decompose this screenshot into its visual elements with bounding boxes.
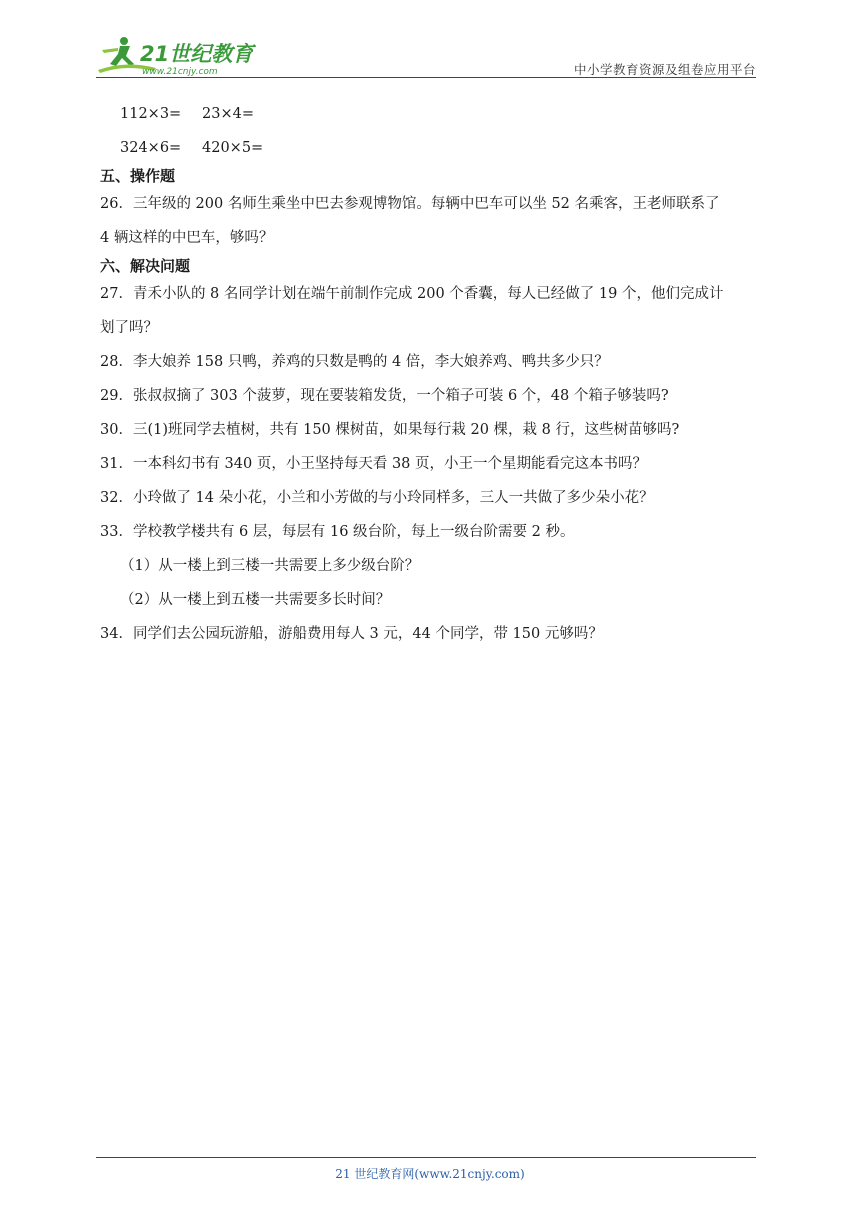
calc-row-1 — [120, 104, 254, 124]
calc-row-2 — [120, 138, 263, 158]
logo-text: 21世纪教育 — [140, 42, 254, 66]
question-33-part-2: （2）从一楼上到五楼一共需要多长时间？ — [120, 592, 391, 608]
section-title: 五、操作题 — [100, 167, 176, 185]
header-divider — [96, 77, 756, 78]
question-30: 30．三(1)班同学去植树，共有 150 棵树苗，如果每行栽 20 棵，栽 8 行，这些树苗够吗? — [100, 422, 680, 438]
question-29: 29．张叔叔摘了 303 个菠萝，现在要装箱发货，一个箱子可装 6 个，48 个箱子够装吗? — [100, 388, 669, 404]
question-26-line-2: 4 辆这样的中巴车，够吗？ — [100, 230, 274, 246]
question-33-part-1: （1）从一楼上到三楼一共需要上多少级台阶？ — [120, 558, 420, 574]
question-27-line-1: 27．青禾小队的 8 名同学计划在端午前制作完成 200 个香囊，每人已经做了 19 个，他们完成计 — [100, 286, 724, 302]
question-32: 32．小玲做了 14 朵小花，小兰和小芳做的与小玲同样多，三人一共做了多少朵小花？ — [100, 490, 654, 506]
question-31: 31．一本科幻书有 340 页，小王坚持每天看 38 页，小王一个星期能看完这本书吗？ — [100, 456, 648, 472]
calc-item: 23×4= — [202, 106, 254, 122]
calc-item: 420×5= — [202, 140, 264, 156]
question-28: 28．李大娘养 158 只鸭，养鸡的只数是鸭的 4 倍，李大娘养鸡、鸭共多少只？ — [100, 354, 609, 370]
logo — [96, 34, 296, 78]
page-header — [96, 34, 756, 78]
logo-url: www.21cnjy.com — [142, 67, 218, 77]
footer-divider — [96, 1157, 756, 1158]
question-27-line-2: 划了吗？ — [100, 320, 158, 336]
question-26-line-1: 26．三年级的 200 名师生乘坐中巴去参观博物馆。每辆中巴车可以坐 52 名乘客，王老师联系了 — [100, 196, 720, 212]
question-34: 34．同学们去公园玩游船，游船费用每人 3 元，44 个同学，带 150 元够吗？ — [100, 626, 603, 642]
header-platform-text: 中小学教育资源及组卷应用平台 — [573, 62, 756, 77]
question-33: 33．学校教学楼共有 6 层，每层有 16 级台阶，每上一级台阶需要 2 秒。 — [100, 524, 575, 540]
calc-item: 112×3= — [120, 106, 182, 122]
section-title: 六、解决问题 — [100, 257, 191, 275]
calc-item: 324×6= — [120, 140, 182, 156]
footer-text: 21 世纪教育网(www.21cnjy.com) — [335, 1167, 525, 1181]
